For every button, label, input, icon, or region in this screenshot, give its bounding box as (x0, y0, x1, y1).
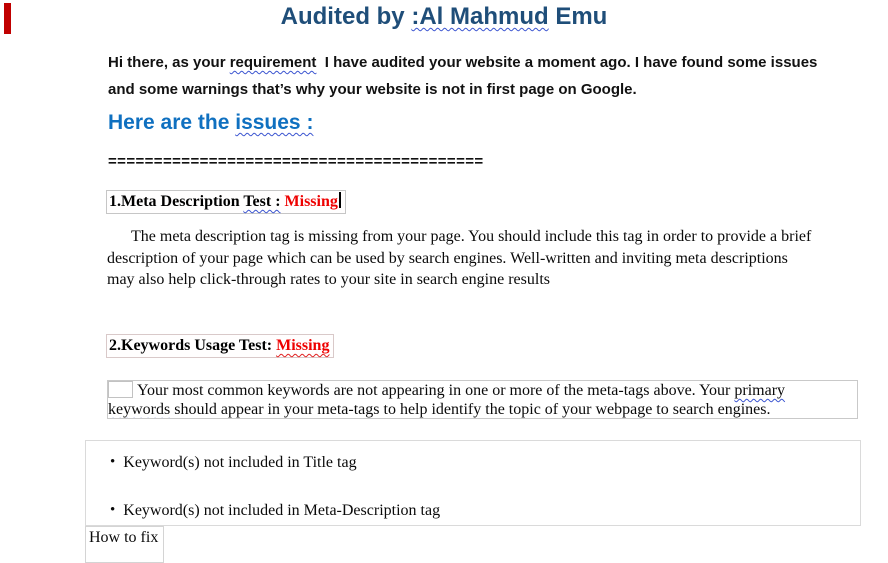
title-text: Audited by (280, 3, 412, 30)
intro-line1-pre: Hi there, as your (108, 54, 230, 71)
how-to-fix-label: How to fix (89, 529, 159, 546)
issue1-heading-box (106, 190, 346, 214)
bullet-item (110, 454, 357, 472)
keywords-spellcheck-word-1: primary (734, 382, 786, 399)
text-cursor (339, 192, 341, 208)
keywords-spellcheck-word-2: keywords (108, 401, 171, 418)
intro-line-1 (108, 49, 868, 76)
bullet-item (110, 502, 440, 520)
intro-line1-post: I have audited your website a moment ago. I have found some issues (316, 54, 818, 71)
issue1-heading-text: 1.Meta Description (109, 193, 244, 210)
intro-paragraph (108, 49, 868, 103)
issue1-status: Missing (284, 193, 338, 210)
issue1-body-line2: description of your page which can be used by search engines. Well-written and inviting meta descriptions (107, 249, 788, 267)
title-spellcheck-word: :Al Mahmud (411, 3, 549, 30)
keywords-note-box (107, 380, 858, 419)
bullet-list-box (85, 440, 861, 526)
title-text-end: Emu (548, 3, 608, 30)
divider-line: ========================================= (108, 153, 484, 170)
issues-heading-pre: Here are the (108, 111, 236, 134)
bullet-dot: • (110, 454, 116, 470)
issues-heading-spellcheck-word: issues : (235, 111, 314, 134)
keywords-line1-text: Your most common keywords are not appearing in one or more of the meta-tags above. Your (137, 382, 735, 399)
issue1-body (107, 226, 877, 291)
inline-placeholder-box (108, 381, 133, 398)
keywords-note-line2 (108, 400, 857, 419)
issue1-heading-spellcheck-word: Test : (243, 193, 281, 210)
keywords-note-line1 (108, 381, 857, 400)
document-title (0, 2, 888, 32)
how-to-fix-box (85, 526, 164, 563)
intro-line-2: and some warnings that’s why your website is not in first page on Google. (108, 81, 637, 98)
issue2-heading-text: 2.Keywords Usage Test: (109, 337, 277, 354)
bullet-dot: • (110, 502, 116, 518)
issue1-body-line1: The meta description tag is missing from your page. You should include this tag in order to provide a brief (131, 228, 812, 245)
issue1-body-line3: may also help click-through rates to your site in search engine results (107, 271, 550, 288)
bullet-item-label: Keyword(s) not included in Title tag (123, 454, 357, 471)
intro-spellcheck-word: requirement (229, 54, 317, 71)
issue2-heading-box (106, 334, 334, 358)
issues-section-heading (108, 109, 313, 137)
bullet-item-label: Keyword(s) not included in Meta-Description tag (123, 502, 441, 519)
issue2-status: Missing (276, 337, 330, 354)
keywords-line2-text: should appear in your meta-tags to help identify the topic of your webpage to search engines. (170, 401, 771, 418)
